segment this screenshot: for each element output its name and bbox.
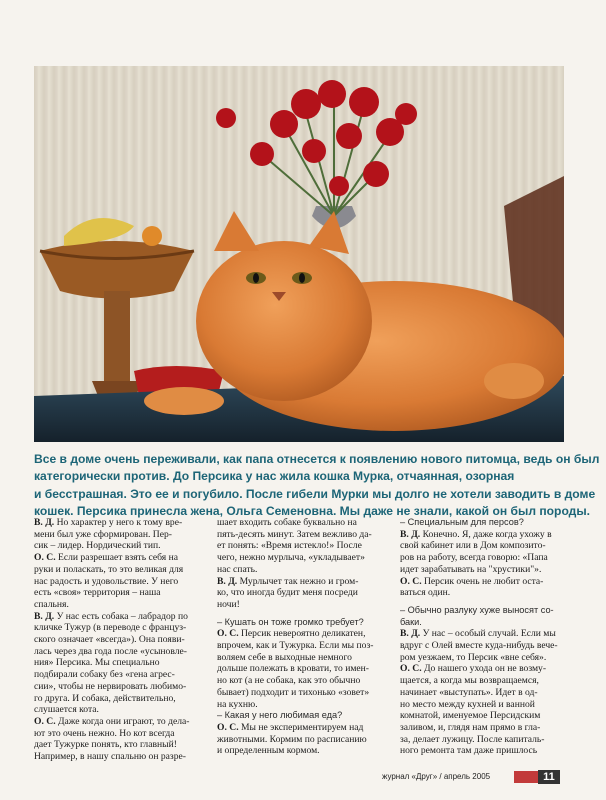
text-line	[217, 710, 386, 722]
text-run: заливом, и, глядя нам прямо в гла-	[400, 721, 541, 733]
text-run: животными. Кормим по расписанию	[217, 733, 367, 745]
text-run: Мурлычет так нежно и гром-	[237, 575, 359, 587]
text-column-2	[217, 517, 386, 779]
text-run: ко, что иногда будит меня посреди	[217, 587, 358, 599]
lead-line: и бесстрашная. Это ее и погубило. После гибели Мурки мы долго не хотели заводить в доме	[34, 486, 596, 501]
text-run: ния» Персика. Мы специально	[34, 657, 160, 669]
text-run: и определенным кормом.	[217, 745, 320, 757]
text-line	[400, 576, 569, 588]
lead-line: категорически против. До Персика у нас жила кошка Мурка, отчаянная, озорная	[34, 469, 515, 484]
journal-issue: журнал «Друг» / апрель 2005	[382, 772, 491, 781]
speaker-initials: О. С.	[217, 721, 239, 733]
text-line	[217, 552, 386, 564]
speaker-initials: О. С.	[34, 715, 56, 727]
photo-illustration	[34, 66, 564, 442]
text-line	[34, 517, 203, 529]
text-line	[400, 687, 569, 699]
speaker-initials: О. С.	[217, 628, 239, 640]
text-run: есть «своя» территория – наша	[34, 587, 161, 599]
page-number: 11	[538, 770, 560, 784]
text-run: Но характер у него к тому вре-	[54, 517, 183, 528]
text-run: лась через два года после	[34, 645, 141, 657]
text-run: Персик очень не любит оста-	[421, 575, 544, 587]
text-line	[217, 617, 386, 629]
text-line	[217, 675, 386, 687]
text-line	[217, 564, 386, 576]
text-run: комнатой, именуемое Персидским	[400, 710, 541, 722]
text-line	[400, 605, 569, 617]
lead-line: Все в доме очень переживали, как папа отнесется к появлению нового питомца, ведь он был	[34, 452, 600, 466]
text-run: дольше полежать в кровати, то имен-	[217, 663, 369, 675]
text-run: До нашего ухода он не возму-	[421, 663, 547, 675]
text-run: но место между кухней и ванной	[400, 698, 535, 710]
text-run: ют это очень нежно. Но кот всегда	[34, 727, 175, 739]
text-run: щается, а когда мы возвращаемся,	[400, 675, 539, 687]
text-line	[400, 640, 569, 652]
text-run: ром уезжаем, то Персик «вне себя».	[400, 651, 547, 663]
text-line	[217, 517, 386, 529]
speaker-initials: В. Д.	[400, 528, 421, 540]
text-run: Конечно. Я, даже когда ухожу в	[420, 528, 552, 540]
page-footer	[382, 770, 572, 786]
text-line	[217, 687, 386, 699]
text-run: кличке Тужур (в переводе с француз-	[34, 622, 187, 634]
text-column-1	[34, 517, 203, 779]
text-line	[217, 745, 386, 757]
text-run: ет понять: «Время истекло!» После	[217, 540, 362, 552]
text-run: ского означает «всегда»). Она появи-	[34, 634, 185, 646]
text-run: Например, в нашу спальню он разре-	[34, 751, 186, 763]
text-line	[400, 745, 569, 757]
text-run: за, делает лужицу. После капиталь-	[400, 733, 545, 745]
text-line	[400, 628, 569, 640]
text-line	[217, 734, 386, 746]
speaker-initials: В. Д.	[400, 628, 421, 640]
text-run: слушается кота.	[34, 704, 99, 716]
speaker-initials: В. Д.	[34, 517, 55, 528]
text-run: но кот (а не собака, как это обычно	[217, 675, 361, 687]
text-line	[34, 552, 203, 564]
text-line	[400, 552, 569, 564]
text-run: ного ремонта там даже пришлось	[400, 745, 538, 757]
speaker-initials: О. С.	[400, 575, 422, 587]
text-run: пять-десять минут. Затем вежливо да-	[217, 528, 372, 540]
text-line	[400, 587, 569, 599]
text-line	[400, 540, 569, 552]
text-line	[34, 693, 203, 705]
text-line	[217, 540, 386, 552]
text-line	[217, 640, 386, 652]
text-line	[34, 751, 203, 763]
text-line	[34, 728, 203, 740]
text-run: вдруг с Олей вместе куда-нибудь вече-	[400, 640, 558, 652]
text-run: идет зарабатывать на "хрустики"».	[400, 563, 542, 575]
text-run: чего, нежно мурлыча, «укладывает»	[217, 552, 365, 564]
text-run: сии», чтобы не нервировать любимо-	[34, 680, 187, 692]
interview-question: – Обычно разлуку хуже выносят со-	[400, 604, 554, 615]
text-run: Персик невероятно деликатен,	[238, 628, 366, 640]
text-run: ночи!	[217, 598, 240, 610]
text-line	[400, 734, 569, 746]
text-line	[34, 716, 203, 728]
text-line	[217, 652, 386, 664]
interview-question: – Специальным для персов?	[400, 517, 524, 527]
text-run: го друга. И собака, действительно,	[34, 692, 176, 704]
speaker-initials: В. Д.	[217, 575, 238, 587]
text-run: ваться один.	[400, 587, 451, 599]
text-run: Мы не экспериментируем над	[238, 721, 364, 733]
text-run: начинает «выступать». Идет в од-	[400, 686, 538, 698]
text-line	[217, 576, 386, 588]
text-run: подбирали собаку без «гена агрес-	[34, 669, 175, 681]
text-column-3	[400, 517, 569, 779]
text-line	[34, 587, 203, 599]
text-run: У нас есть собака – лабрадор по	[54, 610, 188, 622]
text-line	[400, 517, 569, 529]
text-line	[34, 576, 203, 588]
text-line	[400, 617, 569, 629]
text-line	[400, 710, 569, 722]
text-line	[217, 663, 386, 675]
text-run: У нас – особый случай. Если мы	[420, 628, 556, 640]
text-line	[217, 722, 386, 734]
text-run: Если разрешает взять себя на	[55, 552, 179, 564]
text-line	[34, 681, 203, 693]
lead-line: кошек. Персика принесла жена, Ольга Семеновна. Мы даже не знали, какой он был породы.	[34, 504, 591, 519]
text-run: Даже когда они играют, то дела-	[55, 715, 190, 727]
text-line	[34, 634, 203, 646]
text-run: впрочем, как и Тужурка. Если мы поз-	[217, 640, 374, 652]
text-line	[34, 657, 203, 669]
text-line	[400, 675, 569, 687]
text-line	[400, 564, 569, 576]
speaker-initials: О. С.	[400, 663, 422, 675]
text-run: на кухню.	[217, 698, 258, 710]
interview-question: баки.	[400, 616, 422, 627]
text-line	[34, 622, 203, 634]
interview-question: – Кушать он тоже громко требует?	[217, 616, 364, 627]
text-run: мени был уже сформирован. Пер-	[34, 528, 172, 540]
text-line	[34, 599, 203, 611]
text-run: нас радость и удовольствие. У него	[34, 575, 179, 587]
cat-photo	[34, 66, 564, 442]
speaker-initials: О. С.	[34, 552, 56, 564]
text-run: ров на работу, всегда говорю: «Папа	[400, 552, 548, 564]
text-run: дает Тужурке понять, кто главный!	[34, 739, 177, 751]
text-line	[34, 529, 203, 541]
text-line	[34, 611, 203, 623]
text-line	[34, 669, 203, 681]
text-line	[217, 699, 386, 711]
text-run: воляем себе в выходные немного	[217, 651, 352, 663]
text-line	[217, 587, 386, 599]
text-line	[217, 529, 386, 541]
text-run: сик – лидер. Нордический тип.	[34, 540, 161, 552]
interview-question: – Какая у него любимая еда?	[217, 710, 343, 721]
text-run: руки и поласкать, то это великая для	[34, 563, 184, 575]
text-line	[400, 529, 569, 541]
text-line	[34, 646, 203, 658]
text-line	[400, 722, 569, 734]
speaker-initials: В. Д.	[34, 610, 55, 622]
text-line	[400, 652, 569, 664]
text-line	[34, 739, 203, 751]
text-run: спальня.	[34, 598, 69, 610]
text-run: «усыновле-	[140, 645, 187, 657]
text-run: шает входить собаке буквально на	[217, 517, 357, 528]
lead-paragraph	[34, 451, 600, 521]
text-line	[34, 564, 203, 576]
text-run: нас спать.	[217, 563, 258, 575]
text-line	[34, 704, 203, 716]
text-line	[34, 540, 203, 552]
text-line	[400, 663, 569, 675]
article-body	[34, 517, 569, 779]
text-line	[217, 628, 386, 640]
text-run: бывает) подходит и тихонько «зовет»	[217, 686, 370, 698]
text-line	[217, 599, 386, 611]
text-line	[400, 699, 569, 711]
text-run: свой кабинет или в Дом композито-	[400, 540, 546, 552]
